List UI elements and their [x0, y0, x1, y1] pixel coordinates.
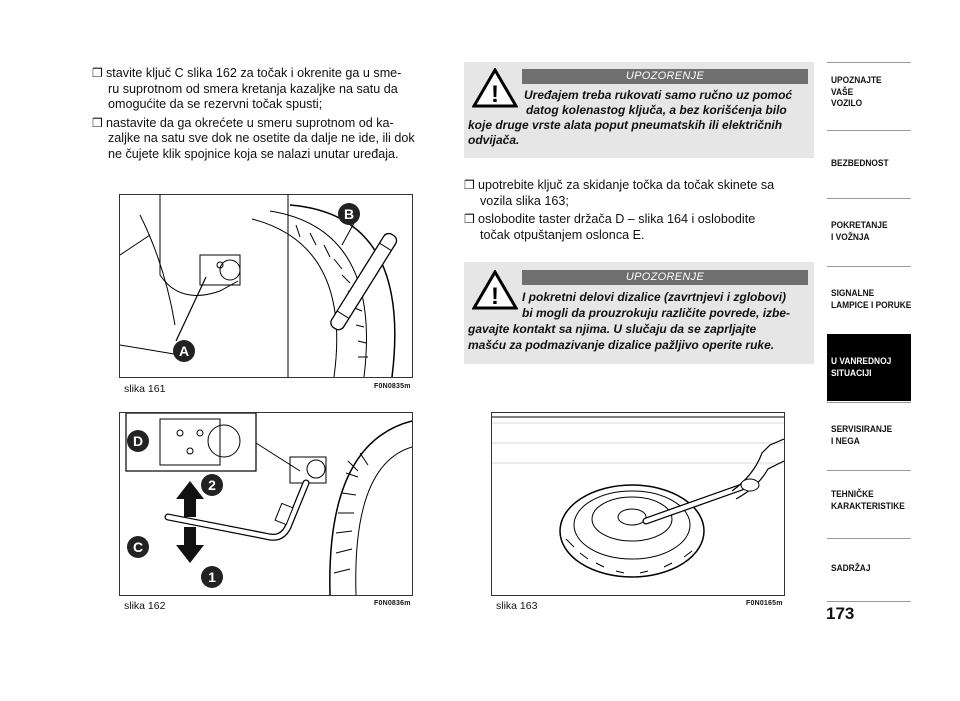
- figure-code: F0N0836m: [374, 600, 411, 607]
- sidebar-item-upoznajte[interactable]: UPOZNAJTE VAŠE VOZILO: [827, 62, 911, 129]
- svg-text:A: A: [178, 343, 190, 359]
- sidebar-item-tehnicke[interactable]: TEHNIČKE KARAKTERISTIKE: [827, 470, 911, 537]
- bullet-icon: ❒: [92, 115, 103, 130]
- figure-caption: slika 161: [124, 383, 166, 395]
- left-instructions: [92, 66, 444, 162]
- spare-wheel-illustration: [492, 413, 784, 595]
- svg-text:C: C: [132, 539, 144, 555]
- bullet-icon: ❒: [92, 66, 103, 80]
- warning-box-2: [464, 262, 814, 364]
- figure-163: [491, 412, 785, 596]
- svg-text:1: 1: [208, 569, 216, 585]
- sidebar-item-sadrzaj[interactable]: SADRŽAJ: [827, 538, 911, 602]
- sidebar-item-servisiranje[interactable]: SERVISIRANJE I NEGA: [827, 402, 911, 469]
- jack-mechanism-illustration: [120, 413, 412, 595]
- warning-title: UPOZORENJE: [522, 270, 808, 285]
- warning-text-line: datog kolenastog ključa, a bez korišćenja bilo: [526, 103, 787, 117]
- warning-text-line: bi mogli da prouzrokuju različite povrede, izbe-: [522, 306, 791, 320]
- figure-caption: slika 162: [124, 600, 166, 612]
- svg-text:D: D: [132, 433, 144, 449]
- warning-title: UPOZORENJE: [522, 69, 808, 84]
- warning-triangle-icon: [472, 68, 518, 108]
- warning-text-line: I pokretni delovi dizalice (zavrtnjevi i zglobovi): [522, 290, 787, 304]
- warning-text-line: koje druge vrste alata poput pneumatskih ili električnih: [468, 118, 783, 132]
- figure-161: [119, 194, 413, 378]
- figure-caption: slika 163: [496, 600, 538, 612]
- sidebar-item-pokretanje[interactable]: POKRETANJE I VOŽNJA: [827, 198, 911, 265]
- list-item: ❒ nastavite da ga okrećete u smeru suprotnom od ka- zaljke na satu sve dok ne osetite da dalje ne ide, ili dok ne čujete klik spojnice koja se nalazi unutar uređaja.: [92, 115, 415, 161]
- bullet-icon: ❒: [464, 178, 475, 192]
- figure-code: F0N0165m: [746, 600, 783, 607]
- sidebar-item-signalne[interactable]: SIGNALNE LAMPICE I PORUKE: [827, 266, 911, 333]
- list-item: ❒ upotrebite ključ za skidanje točka da točak skinete sa vozila slika 163;: [464, 178, 775, 208]
- warning-text-line: mašću za podmazivanje dizalice pažljivo operite ruke.: [468, 338, 775, 352]
- figure-code: F0N0835m: [374, 383, 411, 390]
- sidebar-item-bezbednost[interactable]: BEZBEDNOST: [827, 130, 911, 197]
- warning-box-1: [464, 62, 814, 158]
- svg-text:!: !: [491, 283, 499, 310]
- wheel-wrench-illustration: [120, 195, 412, 377]
- list-item: ❒ oslobodite taster držača D – slika 164 i oslobodite točak otpuštanjem oslonca E.: [464, 212, 756, 242]
- bullet-icon: ❒: [464, 212, 475, 226]
- list-item: ❒ stavite ključ C slika 162 za točak i okrenite ga u sme- ru suprotnom od smera kretanja kazaljke na satu da omogućite da se rezervni točak spusti;: [92, 66, 402, 111]
- middle-instructions: [464, 178, 816, 243]
- svg-text:B: B: [343, 206, 355, 222]
- figure-162: [119, 412, 413, 596]
- svg-text:!: !: [491, 81, 499, 108]
- warning-text-line: gavajte kontakt sa njima. U slučaju da se zaprljajte: [468, 322, 757, 336]
- warning-text-line: odvijača.: [468, 133, 520, 147]
- warning-text-line: Uređajem treba rukovati samo ručno uz pomoć: [524, 88, 793, 102]
- page-number: 173: [826, 604, 855, 623]
- sidebar-item-vanredna-situacija[interactable]: U VANREDNOJ SITUACIJI: [827, 334, 911, 401]
- svg-text:2: 2: [208, 477, 216, 493]
- warning-triangle-icon: [472, 270, 518, 310]
